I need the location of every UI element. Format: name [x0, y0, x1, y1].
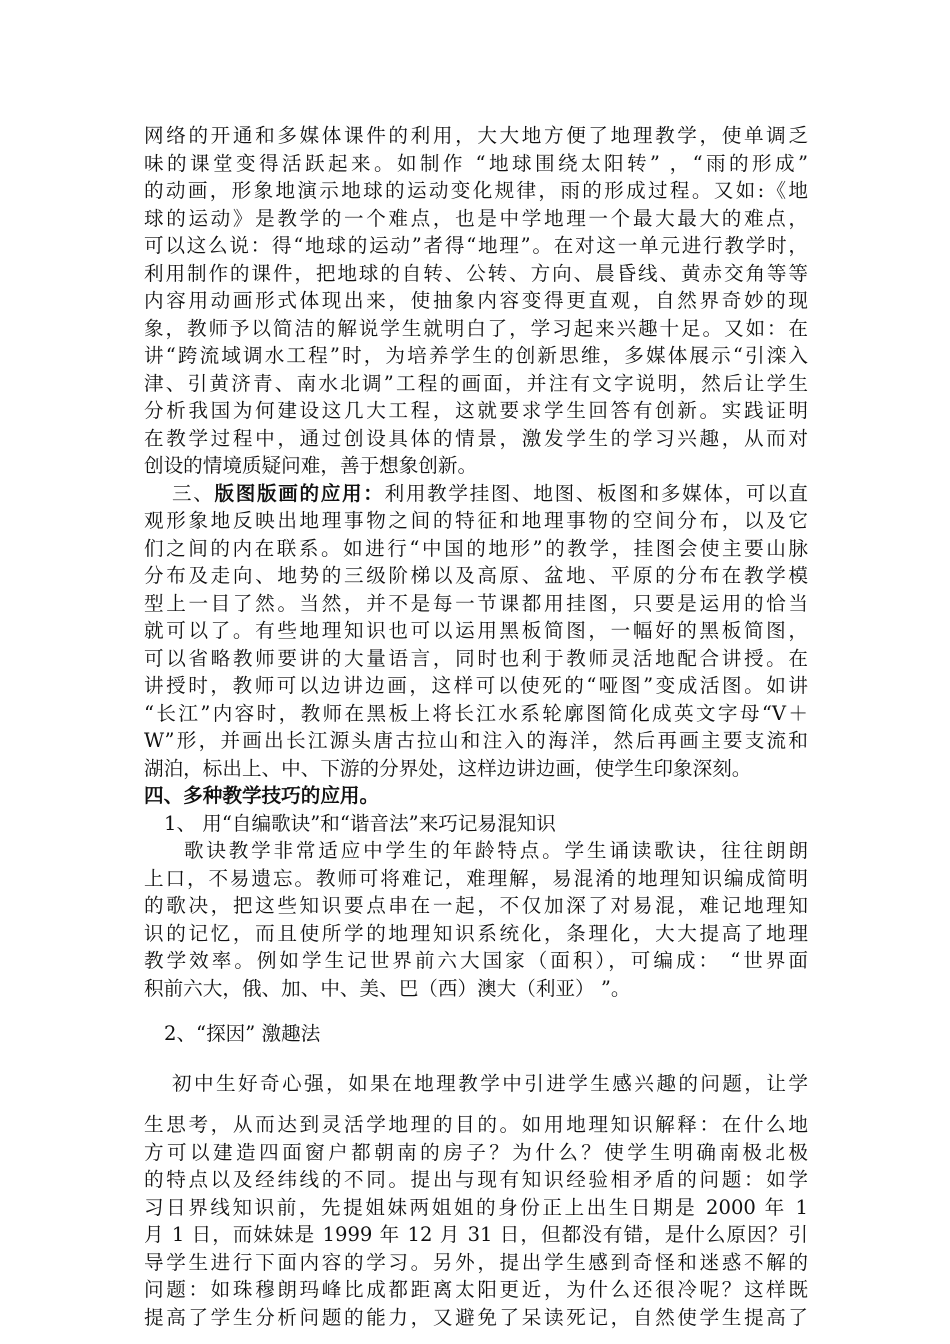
paragraph-curiosity-body: [144, 1111, 808, 1331]
text-line: 球的运动》是教学的一个难点，也是中学地理一个最大最大的难点，: [144, 206, 808, 230]
subsection-one-title: 1、 用“自编歌诀”和“谐音法”来巧记易混知识: [164, 811, 556, 835]
document-page: [144, 122, 808, 1331]
text-line: 味的课堂变得活跃起来。如制作 “地球围绕太阳转” ，“雨的形成”: [144, 151, 808, 175]
text-line: 就可以了。有些地理知识也可以运用黑板简图，一幅好的黑板简图，: [144, 619, 808, 642]
text-line: 导学生进行下面内容的学习。另外，提出学生感到奇怪和迷惑不解的: [144, 1250, 808, 1274]
text-line: 分布及走向、地势的三级阶梯以及高原、盆地、平原的分布在教学模: [144, 564, 808, 587]
text-line: 象，教师予以简洁的解说学生就明白了，学习起来兴趣十足。又如：在: [144, 316, 808, 340]
text-line: 型上一目了然。当然，并不是每一节课都用挂图，只要是运用的恰当: [144, 591, 808, 615]
text-line: 方可以建造四面窗户都朝南的房子？为什么？使学生明确南极北极: [144, 1140, 808, 1164]
text-line: “长江”内容时，教师在黑板上将长江水系轮廓图简化成英文字母“V＋: [144, 701, 808, 725]
text-line: 津、引黄济青、南水北调”工程的画面，并注有文字说明，然后让学生: [144, 371, 808, 395]
paragraph-map-body: [144, 507, 808, 782]
text-line: 讲授时，教师可以边讲边画，这样可以使死的“哑图”变成活图。如讲: [144, 674, 808, 697]
text-line: 生思考，从而达到灵活学地理的目的。如用地理知识解释：在什么地: [144, 1113, 808, 1136]
text-line: 上口，不易遗忘。教师可将难记，难理解，易混淆的地理知识编成简明: [144, 866, 808, 890]
text-line: 习日界线知识前，先提姐妹两姐姐的身份正上出生日期是 2000 年 1: [144, 1195, 808, 1219]
paragraph-curiosity-first-line: 初中生好奇心强，如果在地理教学中引进学生感兴趣的问题，让学: [172, 1071, 808, 1095]
text-line: 网络的开通和多媒体课件的利用，大大地方便了地理教学，使单调乏: [144, 124, 808, 147]
paragraph-multimedia: [144, 122, 808, 480]
text-line: 创设的情境质疑问难，善于想象创新。: [144, 454, 478, 477]
text-line: 问题：如珠穆朗玛峰比成都距离太阳更近，为什么还很冷呢？这样既: [144, 1278, 808, 1301]
text-line: 可以这么说：得“地球的运动”者得“地理”。在对这一单元进行教学时，: [144, 234, 808, 257]
text-line: 教学效率。例如学生记世界前六大国家（面积），可编成： “世界面: [144, 949, 808, 972]
text-line: 的动画，形象地演示地球的运动变化规律，雨的形成过程。又如:《地: [144, 179, 808, 202]
text-line: 提高了学生分析问题的能力，又避免了呆读死记，自然使学生提高了: [144, 1305, 808, 1329]
text-line: 利用制作的课件，把地球的自转、公转、方向、晨昏线、黄赤交角等等: [144, 261, 808, 285]
text-line: 在教学过程中，通过创设具体的情景，激发学生的学习兴趣，从而对: [144, 426, 808, 450]
paragraph-map-first-line: [144, 480, 808, 508]
text-line: 可以省略教师要讲的大量语言，同时也利于教师灵活地配合讲授。在: [144, 646, 808, 670]
section-three-lead: 利用教学挂图、地图、板图和多媒体，可以直: [384, 481, 809, 505]
text-line: 月 1 日，而妹妹是 1999 年 12 月 31 日，但都没有错，是什么原因？引: [144, 1223, 808, 1246]
text-line: 讲“跨流域调水工程”时，为培养学生的创新思维，多媒体展示“引滦入: [144, 344, 808, 367]
subsection-two-title: 2、“探因” 激趣法: [164, 1022, 321, 1045]
section-three-number: 三、: [172, 481, 215, 505]
text-line: 识的记忆，而且使所学的地理知识系统化，条理化，大大提高了地理: [144, 921, 808, 945]
paragraph-rhyme: [144, 837, 808, 1002]
text-line: 湖泊，标出上、中、下游的分界处，这样边讲边画，使学生印象深刻。: [144, 756, 752, 780]
text-line: 的歌决，把这些知识要点串在一起，不仅加深了对易混，难记地理知: [144, 894, 808, 917]
text-line: 观形象地反映出地理事物之间的特征和地理事物的空间分布，以及它: [144, 509, 808, 532]
text-line: 的特点以及经纬线的不同。提出与现有知识经验相矛盾的问题：如学: [144, 1168, 808, 1191]
text-line: 分析我国为何建设这几大工程，这就要求学生回答有创新。实践证明: [144, 399, 808, 422]
text-line: W”形，并画出长江源头唐古拉山和注入的海洋，然后再画主要支流和: [144, 729, 808, 752]
text-line: 内容用动画形式体现出来，使抽象内容变得更直观，自然界奇妙的现: [144, 289, 808, 312]
section-three-heading: 版图版画的应用：: [214, 481, 385, 505]
text-line: 积前六大，俄、加、中、美、巴（西）澳大（利亚） ”。: [144, 976, 631, 1000]
text-line: 歌诀教学非常适应中学生的年龄特点。学生诵读歌诀，往往朗朗: [184, 839, 808, 862]
text-line: 们之间的内在联系。如进行“中国的地形”的教学，挂图会使主要山脉: [144, 536, 808, 560]
section-four-heading: 四、多种教学技巧的应用。: [144, 784, 380, 807]
